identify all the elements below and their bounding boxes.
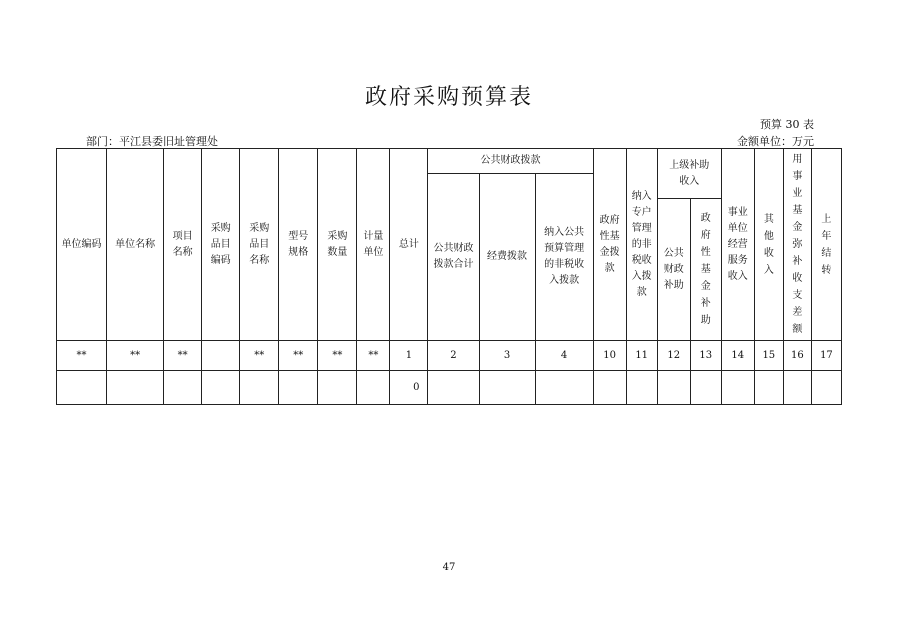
header-operating-funds: 经费拨款: [479, 174, 535, 341]
header-business-income: 事业单位经营服务收入: [721, 149, 754, 341]
index-cell: 3: [479, 341, 535, 371]
data-cell: [318, 371, 357, 405]
index-row: [57, 341, 842, 371]
header-purchase-qty: 采购数量: [318, 149, 357, 341]
data-cell: [783, 371, 811, 405]
index-cell: **: [57, 341, 107, 371]
index-cell: 4: [535, 341, 593, 371]
index-cell: 13: [690, 341, 721, 371]
data-cell: [626, 371, 657, 405]
data-row: [57, 371, 842, 405]
data-cell: [754, 371, 783, 405]
header-special-account: 纳入专户管理的非税收入拨款: [626, 149, 657, 341]
index-cell: 14: [721, 341, 754, 371]
data-cell: [240, 371, 279, 405]
header-model-spec: 型号规格: [279, 149, 318, 341]
index-cell: 15: [754, 341, 783, 371]
amount-unit-label: 金额单位：万元: [737, 135, 814, 148]
index-cell: 10: [593, 341, 626, 371]
header-item-name: 采购品目名称: [240, 149, 279, 341]
data-cell: [593, 371, 626, 405]
header-item-code: 采购品目编码: [202, 149, 240, 341]
index-cell: **: [357, 341, 390, 371]
data-cell: [690, 371, 721, 405]
data-cell: [811, 371, 841, 405]
header-project-name: 项目名称: [164, 149, 202, 341]
header-measure-unit: 计量单位: [357, 149, 390, 341]
data-cell: [657, 371, 690, 405]
header-upper-subsidy-group: 上级补助收入: [657, 149, 721, 199]
header-public-fiscal-total: 公共财政拨款合计: [428, 174, 479, 341]
index-cell: **: [279, 341, 318, 371]
header-total: 总计: [390, 149, 428, 341]
header-gov-fund-subsidy: 政府性基金补助: [690, 199, 721, 341]
data-cell: [164, 371, 202, 405]
index-cell: **: [240, 341, 279, 371]
data-cell: [279, 371, 318, 405]
data-cell: [57, 371, 107, 405]
data-cell: [535, 371, 593, 405]
page-number: 47: [442, 562, 456, 573]
data-cell-total: 0: [390, 371, 428, 405]
index-cell: [202, 341, 240, 371]
index-cell: 11: [626, 341, 657, 371]
header-prev-year: 上年结转: [811, 149, 841, 341]
header-gov-fund: 政府性基金拨款: [593, 149, 626, 341]
data-cell: [357, 371, 390, 405]
header-unit-code: 单位编码: [57, 149, 107, 341]
index-cell: 12: [657, 341, 690, 371]
data-cell: [428, 371, 479, 405]
header-non-tax-budget: 纳入公共预算管理的非税收入拨款: [535, 174, 593, 341]
header-public-finance-subsidy: 公共财政补助: [657, 199, 690, 341]
data-cell: [479, 371, 535, 405]
page-title: 政府采购预算表: [364, 85, 533, 110]
index-cell: **: [164, 341, 202, 371]
header-public-fiscal-group: 公共财政拨款: [428, 149, 593, 174]
data-cell: [721, 371, 754, 405]
data-cell: [107, 371, 164, 405]
index-cell: 16: [783, 341, 811, 371]
procurement-budget-table: [56, 148, 842, 405]
index-cell: **: [107, 341, 164, 371]
header-fund-offset: 用事业基金弥补收支差额: [783, 149, 811, 341]
header-other-income: 其他收入: [754, 149, 783, 341]
form-number: 预算 30 表: [760, 118, 814, 131]
header-unit-name: 单位名称: [107, 149, 164, 341]
data-cell: [202, 371, 240, 405]
index-cell: 17: [811, 341, 841, 371]
index-cell: 1: [390, 341, 428, 371]
index-cell: **: [318, 341, 357, 371]
index-cell: 2: [428, 341, 479, 371]
department-label: 部门：平江县委旧址管理处: [86, 135, 218, 148]
